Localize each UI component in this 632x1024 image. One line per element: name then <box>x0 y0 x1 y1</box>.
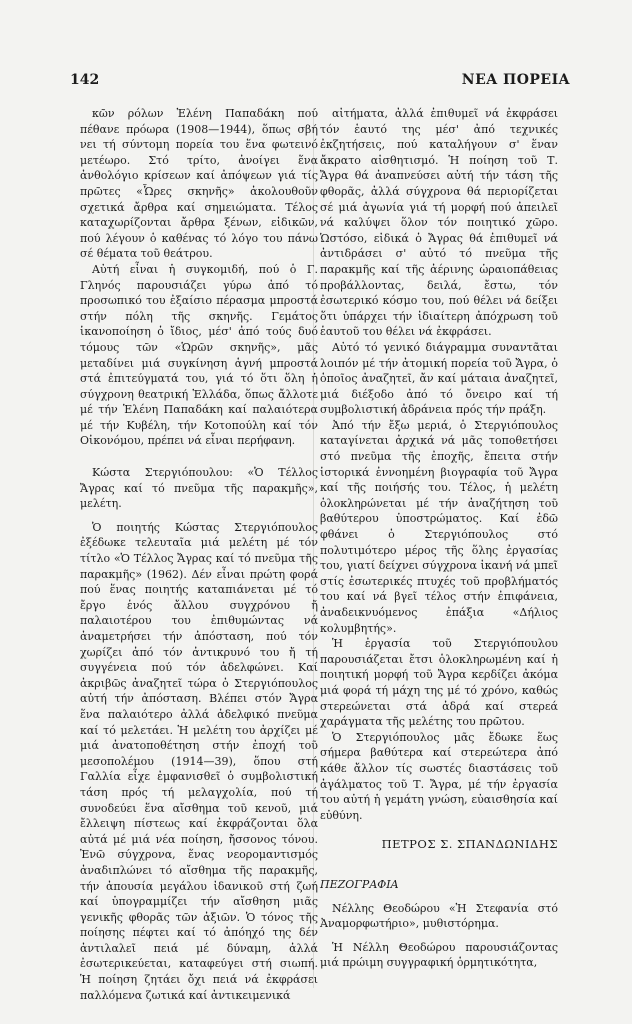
paragraph: Αὐτό τό γενικό διάγραμμα συναντᾶται λοιπόν μέ τήν ἀτομική πορεία τοῦ Ἄγρα, ὁ ὁποῖος ἀναζητεῖ, ἄν καί μάταια ἀναζητεῖ, μιά διέξοδο ἀπό τό ὄνειρο καί τή συμβολιστική ἀδράνεια πρός τήν πράξη. <box>320 340 558 417</box>
page-header <box>70 72 570 94</box>
paragraph: Ὁ ποιητής Κώστας Στεργιόπουλος ἐξέδωκε τελευταῖα μιά μελέτη μέ τόν τίτλο «Ὁ Τέλλος Ἄγρας καί τό πνεῦμα τῆς παρακμῆς» (1962). Δέν εἶναι πρώτη φορά πού ἕνας ποιητής καταπιάνεται μέ τό ἔργο ἑνός ἄλλου συγχρόνου ἤ παλαιοτέρου του ἐπιθυμώντας νά ἀναμετρήσει τήν ἀπόσταση, πού τόν χωρίζει ἀπό τόν ἀντικρυνό του ἤ τή συγγένεια πού τόν ἀδελφώνει. Καί ἀκριβῶς ἀναζητεῖ τώρα ὁ Στεργιόπουλος αὐτή τήν ἀπόσταση. Βλέπει στόν Ἄγρα ἕνα παλαιότερο ἀλλά ἀδελφικό πνεῦμα καί τό μελετάει. Ἡ μελέτη του ἀρχίζει μέ μιά ἀνατοποθέτηση στήν ἐποχή τοῦ μεσοπολέμου (1914—39), ὅπου στή Γαλλία εἶχε ἐμφανισθεῖ ὁ συμβολιστική τάση πρός τή μελαγχολία, πού τή συνοδεύει ἕνα αἴσθημα τοῦ κενοῦ, μιά ἔλλειψη πίστεως καί ἐκφράζονται ὅλα αὐτά μέ μιά νέα ποίηση, ἤσσονος τόνου. Ἐνῶ σύγχρονα, ἕνας νεορομαντισμός ἀναδιπλώνει τό αἴσθημα τῆς παρακμῆς, τήν ἀπουσία μεγάλου ἰδανικοῦ στή ζωή καί ὑπογραμμίζει τήν αἴσθηση μιᾶς γενικῆς φθορᾶς τῶν ἀξιῶν. Ὁ τόνος τῆς ποίησης πέφτει καί τό ἀπόηχό της δέν ἀντιλαλεῖ πειά μέ δύναμη, ἀλλά ἐσωτερικεύεται, καταφεύγει στή σιωπή. Ἡ ποίηση ζητάει ὄχι πειά νά ἐκφράσει παλλόμενα ζωτικά καί ἀντικειμενικά <box>80 520 318 1002</box>
paragraph: Ὁ Στεργιόπουλος μᾶς ἔδωκε ἕως σήμερα βαθύτερα καί στερεώτερα ἀπό κάθε ἄλλον τίς σωστές διαστάσεις τοῦ ἀγάλματος τοῦ Τ. Ἄγρα, μέ τήν ἐργασία του αὐτή ἡ γεμάτη γνώση, εὐαισθησία καί εὐθύνη. <box>320 730 558 822</box>
paragraph: Ἀπό τήν ἔξω μεριά, ὁ Στεργιόπουλος καταγίνεται ἀρχικά νά μᾶς τοποθετήσει στό πνεῦμα τῆς ἐποχῆς, ἔπειτα στήν ἱστορικά ἐννοημένη βιογραφία τοῦ Ἄγρα καί τῆς ποιήσής του. Τέλος, ἡ μελέτη ὁλοκληρώνεται μέ τήν ἀναζήτηση τοῦ βαθύτερου ὑποστρώματος. Καί ἐδῶ φθάνει ὁ Στεργιόπουλος στό πολυτιμότερο μέρος τῆς ὅλης ἐργασίας του, γιατί δείχνει σύγχρονα ἱκανή νά μπεῖ στίς ἐσωτερικές πτυχές τοῦ προβλήματός του καί νά βγεῖ τέλος στήν ἐπιφάνεια, ἀναδεικνυόμενος ἐπάξια «Δήλιος κολυμβητής». <box>320 418 558 635</box>
book-entry: Κώστα Στεργιόπουλου: «Ὁ Τέλλος Ἄγρας καί τό πνεῦμα τῆς παρακμῆς», μελέτη. <box>80 466 318 511</box>
author-signature: ΠΕΤΡΟΣ Σ. ΣΠΑΝΔΩΝΙΔΗΣ <box>381 837 558 852</box>
paragraph: αἰτήματα, ἀλλά ἐπιθυμεῖ νά ἐκφράσει τόν ἑαυτό της μέσ' ἀπό τεχνικές ἐκζητήσεις, πού καταλήγουν σ' ἕναν ἄκρατο αἰσθητισμό. Ἡ ποίηση τοῦ Τ. Ἄγρα θά ἀναπνεύσει αὐτή τήν τάση τῆς φθορᾶς, ἀλλά σύγχρονα θά περιορίζεται σέ μιά ἀγωνία γιά τή μορφή πού ἀπειλεῖ νά καλύψει ὅλον τόν ποιητικό χῶρο. Ὡστόσο, εἰδικά ὁ Ἄγρας θά ἐπιθυμεῖ νά ἀντιδράσει σ' αὐτό τό πνεῦμα τῆς παρακμῆς καί τῆς ἀέρινης ὡραιοπάθειας προβάλλοντας, δειλά, ἔστω, τόν ἐσωτερικό κόσμο του, πού θέλει νά δείξει ὅτι ὑπάρχει τήν ἰδιαίτερη ἀπόχρωση τοῦ ἑαυτοῦ του θέλει νά ἐκφράσει. <box>320 107 558 339</box>
paragraph: Ἡ ἐργασία τοῦ Στεργιόπουλου παρουσιάζεται ἔτσι ὁλοκληρωμένη καί ἡ ποιητική μορφή τοῦ Ἄγρα κερδίζει ἀκόμα μιά φορά τή μάχη της μέ τό χρόνο, καθώς στερεώνεται στά ἀδρά καί στερεά χαράγματα τῆς μελέτης του πρῶτου. <box>320 637 558 729</box>
paragraph: Ἡ Νέλλη Θεοδώρου παρουσιάζοντας μιά πρώιμη συγγραφική ὁρμητικότητα, <box>320 940 558 970</box>
page-number: 142 <box>70 72 100 88</box>
right-column <box>320 106 558 971</box>
book-entry: Νέλλης Θεοδώρου «Ἡ Στεφανία στό Ἀναμορφωτήριο», μυθιστόρημα. <box>320 901 558 931</box>
paragraph: Αὐτή εἶναι ἡ συγκομιδή, πού ὁ Γ. Γληνός παρουσιάζει γύρω ἀπό τό προσωπικό του ἐξαίσιο πέρασμα μπροστά στήν πόλη τῆς σκηνῆς. Γεμάτος ἱκανοποίηση ὁ ἴδιος, μέσ' ἀπό τούς δυό τόμους τῶν «Ὡρῶν σκηνῆς», μᾶς μεταδίνει μιά συγκίνηση ἁγνή μπροστά στά ἐπιτεύγματά του, γιά τό ὅτι ὅλη ἡ σύγχρονη θεατρική Ἑλλάδα, ὅπως ἄλλοτε μέ τήν Ἑλένη Παπαδάκη καί παλαιότερα μέ τήν Κυβέλη, τήν Κοτοπούλη καί τόν Οἰκονόμου, πρέπει νά εἶναι περήφανη. <box>80 262 318 448</box>
section-title: ΠΕΖΟΓΡΑΦΙΑ <box>320 877 399 891</box>
running-title: ΝΕΑ ΠΟΡΕΙΑ <box>461 72 570 88</box>
paragraph: κῶν ρόλων Ἑλένη Παπαδάκη πού πέθανε πρόωρα (1908—1944), ὅπως σβή νει τή σύντομη πορεία του ἕνα φωτεινό μετέωρο. Στό τρίτο, ἀνοίγει ἕνα ἀνθολόγιο κρίσεων καί ἀπόψεων γιά τίς πρῶτες «Ὧρες σκηνῆς» ἀκολουθοῦν σχετικά ἄρθρα καί σημειώματα. Τέλος καταχωρίζονται ἄρθρα ξένων, εἰδικῶν, πού λέγουν ὁ καθένας τό λόγο του πάνω σέ θέματα τοῦ θεάτρου. <box>80 107 318 261</box>
left-column <box>80 106 318 1003</box>
